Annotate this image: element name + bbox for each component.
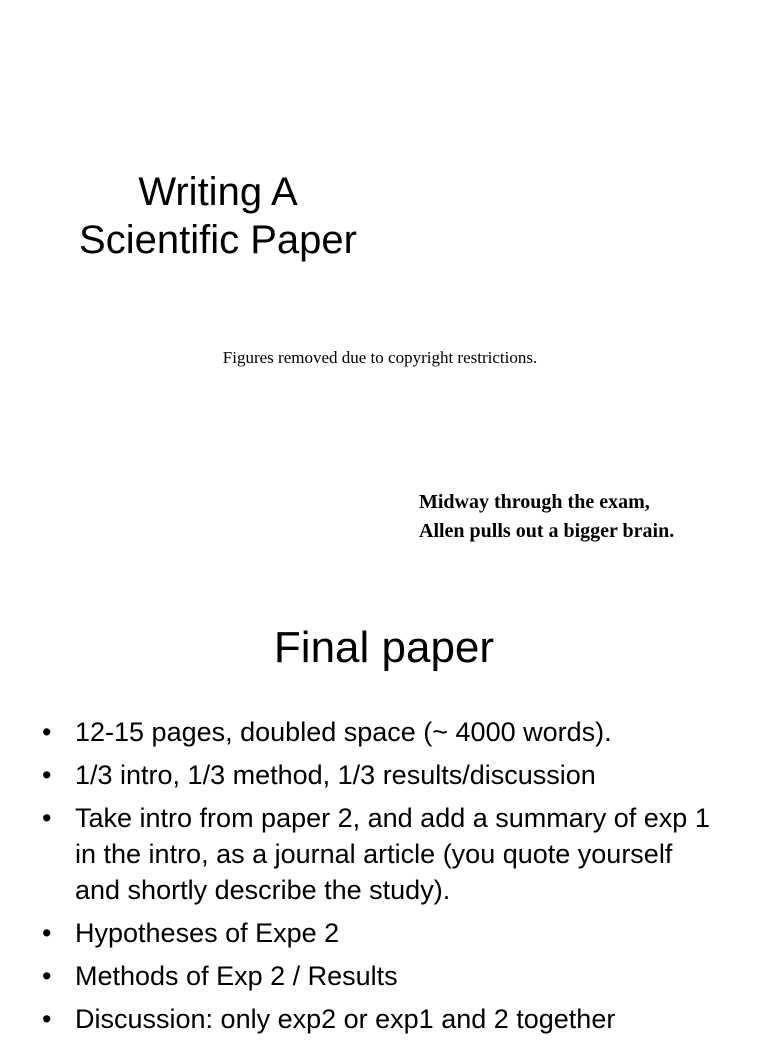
- bullet-text: Methods of Exp 2 / Results: [75, 961, 398, 991]
- bullet-list: [0, 714, 768, 1044]
- bullet-text: 12-15 pages, doubled space (~ 4000 words).: [75, 717, 612, 747]
- bullet-text: Hypotheses of Expe 2: [75, 918, 340, 948]
- cartoon-caption: [419, 488, 674, 546]
- cartoon-caption-line-2: Allen pulls out a bigger brain.: [419, 520, 675, 542]
- bullet-text: 1/3 intro, 1/3 method, 1/3 results/discussion: [75, 760, 596, 790]
- cartoon-caption-line-1: Midway through the exam,: [419, 491, 650, 513]
- list-item: [0, 958, 768, 994]
- slide-title-line-2: Scientific Paper: [79, 218, 357, 262]
- slide-title-line-1: Writing A: [138, 170, 298, 214]
- bullet-icon: •: [42, 803, 52, 833]
- bullet-text: Discussion: only exp2 or exp1 and 2 together: [75, 1004, 616, 1034]
- list-item: [0, 800, 768, 908]
- slide-title: [0, 168, 436, 264]
- bullet-icon: •: [42, 760, 52, 790]
- bullet-text: Take intro from paper 2, and add a summary of exp 1 in the intro, as a journal article (you quote yourself and shortly describe the study).: [75, 803, 710, 905]
- bullet-icon: •: [42, 1004, 52, 1034]
- bullet-icon: •: [42, 717, 52, 747]
- list-item: [0, 915, 768, 951]
- copyright-notice: Figures removed due to copyright restrictions.: [222, 348, 538, 367]
- list-item: [0, 714, 768, 750]
- list-item: [0, 757, 768, 793]
- bullet-icon: •: [42, 918, 52, 948]
- bullet-icon: •: [42, 961, 52, 991]
- list-item: [0, 1001, 768, 1037]
- section-heading: Final paper: [273, 623, 495, 672]
